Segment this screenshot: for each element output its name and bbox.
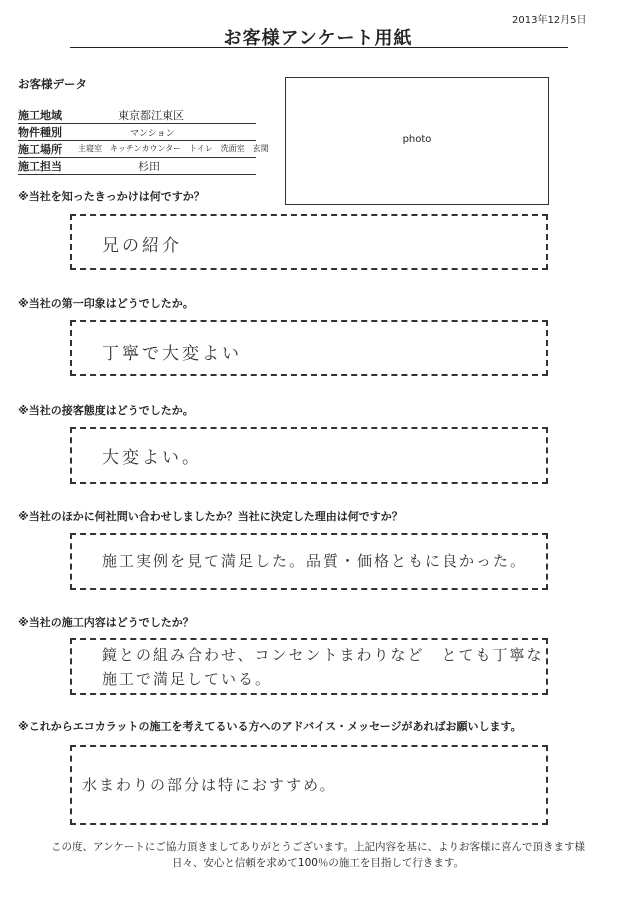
survey-date: 2013年12月5日 <box>512 15 587 26</box>
answer-box-4 <box>70 533 548 590</box>
answer-5-line-2: 施工で満足している。 <box>102 670 273 688</box>
question-1: ※当社を知ったきっかけは何ですか？ <box>18 190 205 203</box>
answer-5-line-1: 鏡との組み合わせ、コンセントまわりなど とても丁寧な <box>102 646 544 664</box>
field-location <box>18 140 269 158</box>
question-3: ※当社の接客態度はどうでしたか。 <box>18 404 194 417</box>
field-staff-label: 施工担当 <box>18 160 62 173</box>
question-4: ※当社のほかに何社問い合わせしましたか？当社に決定した理由は何ですか？ <box>18 510 403 523</box>
question-5: ※当社の施工内容はどうでしたか？ <box>18 616 194 629</box>
field-area-value: 東京都江東区 <box>118 109 184 122</box>
field-staff-value: 杉田 <box>138 160 160 173</box>
field-area <box>18 106 256 124</box>
answer-box-6 <box>70 745 548 825</box>
answer-3: 大変よい。 <box>102 448 202 468</box>
photo-label: photo <box>402 134 432 145</box>
answer-box-3 <box>70 427 548 484</box>
field-location-label: 施工場所 <box>18 143 62 156</box>
field-property-type-label: 物件種別 <box>18 126 62 139</box>
answer-1: 兄の紹介 <box>102 236 182 256</box>
answer-box-1 <box>70 214 548 270</box>
footer-line-2: 日々、安心と信頼を求めて100％の施工を目指して行きます。 <box>171 857 465 869</box>
field-area-label: 施工地域 <box>18 109 62 122</box>
answer-6: 水まわりの部分は特におすすめ。 <box>82 776 337 794</box>
field-property-type <box>18 123 256 141</box>
page-title: お客様アンケート用紙 <box>223 28 413 49</box>
title-underline <box>70 47 568 48</box>
answer-4: 施工実例を見て満足した。品質・価格ともに良かった。 <box>102 552 528 570</box>
answer-box-5 <box>70 638 548 695</box>
field-staff <box>18 157 256 175</box>
answer-box-2 <box>70 320 548 376</box>
photo-placeholder <box>285 77 549 205</box>
question-2: ※当社の第一印象はどうでしたか。 <box>18 297 194 310</box>
answer-2: 丁寧で大変よい <box>102 344 242 364</box>
question-6: ※これからエコカラットの施工を考えてるいる方へのアドバイス・メッセージがあればお願いします。 <box>18 720 522 733</box>
customer-data-heading: お客様データ <box>18 77 87 91</box>
field-property-type-value: マンション <box>130 129 175 139</box>
footer-line-1: この度、アンケートにご協力頂きましてありがとうございます。上記内容を基に、よりお客様に喜んで頂きます様 <box>50 841 586 853</box>
field-location-value: 主寝室 キッチンカウンター トイレ 洗面室 玄関 <box>78 144 269 153</box>
